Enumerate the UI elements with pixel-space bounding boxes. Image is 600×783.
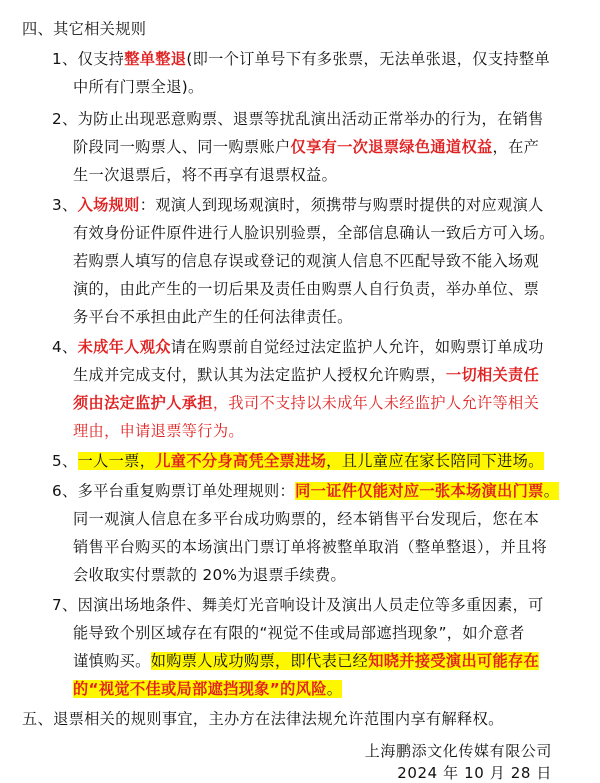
rule-7-highlight-a: 如购票人成功购票，即代表已经 — [150, 652, 369, 670]
rule-3-line-5 — [73, 302, 353, 332]
rule-3-line-3 — [73, 246, 539, 276]
rule-7-emphasis-b: 的“视觉不佳或局部遮挡现象”的风险 — [73, 680, 327, 698]
rule-3-emphasis: 入场规则 — [77, 196, 140, 214]
rule-7-number: 7、 — [52, 596, 78, 614]
rule-4-line-1 — [52, 332, 544, 362]
rule-3-text-b: ：观演人到现场观演时，须携带与购票时提供的对应观演人 — [139, 196, 544, 214]
rule-3-number: 3、 — [52, 196, 78, 214]
section-4-heading-text: 四、其它相关规则 — [22, 20, 147, 38]
rule-7-text-a: 因演出场地条件、舞美灯光音响设计及演出人员走位等多重因素，可 — [77, 596, 544, 614]
section-5 — [22, 704, 504, 734]
rule-5-text-c: ，且儿童应在家长陪同下进场。 — [326, 452, 544, 470]
rule-3-text-c: 有效身份证件原件进行人脸识别验票，全部信息确认一致后方可入场。 — [73, 224, 555, 242]
rule-1-text-d: 中所有门票全退)。 — [73, 78, 204, 96]
rule-6-emphasis: 同一证件仅能对应一张本场演出门票 — [295, 482, 544, 500]
rule-6-line-2 — [73, 504, 539, 534]
rule-3-text-d: 若购票人填写的信息存误或登记的观演人信息不匹配导致不能入场观 — [73, 252, 540, 270]
rule-4-emphasis-liability-b: 须由法定监护人承担 — [73, 394, 213, 412]
rule-3-line-2 — [73, 218, 555, 248]
section-5-text: 五、退票相关的规则事宜，主办方在法律法规允许范围内享有解释权。 — [22, 710, 504, 728]
rule-4-line-4 — [73, 416, 244, 446]
rule-2-text-e: 生一次退票后，将不再享有退票权益。 — [73, 166, 338, 184]
rule-7-line-1 — [52, 590, 544, 620]
rule-4-text-b: 请在购票前自觉经过法定监护人允许，如购票订单成功 — [170, 338, 544, 356]
rule-5-number: 5、 — [52, 452, 78, 470]
rule-4-number: 4、 — [52, 338, 78, 356]
rule-1-text-a: 仅支持 — [77, 50, 125, 68]
rule-4-emphasis-minors: 未成年人观众 — [77, 338, 171, 356]
rule-1-emphasis: 整单整退 — [124, 50, 187, 68]
rule-7-line-2 — [73, 618, 525, 648]
rule-5-highlight — [78, 452, 544, 470]
rule-2-text-a: 为防止出现恶意购票、退票等扰乱演出活动正常举办的行为，在销售 — [77, 110, 544, 128]
rule-6-text-c: 。 — [543, 482, 560, 500]
company-name — [365, 740, 552, 761]
rule-2-text-d: ，在产 — [492, 138, 540, 156]
rule-3-text-e: 演的，由此产生的一切后果及责任由购票人自行负责，举办单位、票 — [73, 280, 540, 298]
rule-7-emphasis-a: 知晓并接受演出可能存在 — [368, 652, 540, 670]
rule-6-line-3 — [73, 532, 547, 562]
rule-5-emphasis: 儿童不分身高凭全票进场 — [155, 452, 327, 470]
rule-3-line-1 — [52, 190, 544, 220]
rule-6-number: 6、 — [52, 482, 78, 500]
issue-date — [397, 762, 552, 783]
rule-7-line-3 — [73, 646, 539, 676]
rule-7-text-b: 能导致个别区域存在有限的“视觉不佳或局部遮挡现象”，如介意者 — [73, 624, 525, 642]
rule-6-line-1 — [52, 476, 559, 506]
rule-2-emphasis: 仅享有一次退票绿色通道权益 — [290, 138, 493, 156]
rule-2-line-3 — [73, 160, 337, 190]
rule-1-number: 1、 — [52, 50, 78, 68]
rule-6-text-d: 同一观演人信息在多平台成功购票的，经本销售平台发现后，您在本 — [73, 510, 540, 528]
rule-7-text-c: 谨慎购买。 — [73, 652, 151, 670]
rule-1-line-1 — [52, 44, 550, 74]
rule-7-line-4 — [73, 674, 342, 704]
rule-5-line-1 — [52, 446, 544, 476]
rule-1-text-c: (即一个订单号下有多张票，无法单张退，仅支持整单 — [186, 50, 550, 68]
rule-4-red-note: ，我司不支持以未成年人未经监护人允许等相关 — [212, 394, 540, 412]
rule-2-line-1 — [52, 104, 544, 134]
rule-7-text-g: 。 — [326, 680, 343, 698]
rule-4-red-note-end: 理由，申请退票等行为。 — [73, 422, 244, 440]
rule-4-emphasis-liability-a: 一切相关责任 — [445, 366, 540, 384]
section-4-heading — [22, 14, 146, 44]
rule-5-text-a: 一人一票， — [77, 452, 156, 470]
company-name-text: 上海鹏添文化传媒有限公司 — [364, 742, 552, 760]
rule-6-text-f: 会收取实付票款的 20%为退票手续费。 — [73, 566, 347, 584]
rule-3-line-4 — [73, 274, 539, 304]
rule-1-line-2 — [73, 72, 204, 102]
rule-2-line-2 — [73, 132, 539, 162]
rule-6-text-a: 多平台重复购票订单处理规则： — [77, 482, 296, 500]
rule-6-text-e: 销售平台购买的本场演出门票订单将被整单取消（整单整退），并且将 — [73, 538, 548, 556]
rule-4-text-c: 生成并完成支付，默认其为法定监护人授权允许购票， — [73, 366, 446, 384]
issue-date-text: 2024 年 10 月 28 日 — [397, 764, 552, 782]
rule-2-number: 2、 — [52, 110, 78, 128]
rule-4-line-2 — [73, 360, 539, 390]
rule-4-line-3 — [73, 388, 539, 418]
rule-3-text-f: 务平台不承担由此产生的任何法律责任。 — [73, 308, 353, 326]
rule-2-text-b: 阶段同一购票人、同一购票账户 — [73, 138, 291, 156]
rule-6-line-4 — [73, 560, 346, 590]
